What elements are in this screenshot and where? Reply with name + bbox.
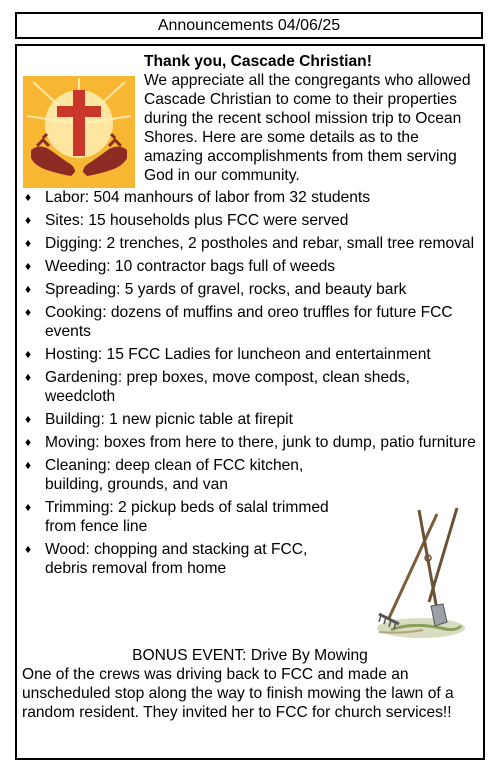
diamond-bullet-icon: ♦ [25, 236, 32, 250]
list-item: ♦ Building: 1 new picnic table at firepit [25, 411, 293, 428]
diamond-bullet-icon: ♦ [25, 347, 32, 361]
list-item: ♦ Wood: chopping and stacking at FCC, debris removal from home [25, 541, 308, 577]
diamond-bullet-icon: ♦ [25, 305, 32, 319]
list-item: ♦ Weeding: 10 contractor bags full of weeds [25, 258, 336, 275]
list-item: ♦ Cooking: dozens of muffins and oreo truffles for future FCC events [25, 304, 453, 340]
diamond-bullet-icon: ♦ [25, 542, 32, 556]
garden-tools-illustration [371, 498, 471, 648]
list-item: ♦ Spreading: 5 yards of gravel, rocks, and beauty bark [25, 281, 407, 298]
list-item: ♦ Gardening: prep boxes, move compost, clean sheds, weedcloth [25, 369, 410, 405]
list-item: ♦ Cleaning: deep clean of FCC kitchen, building, grounds, and van [25, 457, 304, 493]
list-item: ♦ Hosting: 15 FCC Ladies for luncheon and entertainment [25, 346, 431, 363]
bonus-title: BONUS EVENT: Drive By Mowing [132, 647, 368, 664]
cross-hands-logo [23, 76, 135, 188]
diamond-bullet-icon: ♦ [25, 435, 32, 449]
intro-block [144, 52, 478, 185]
intro-title: Thank you, Cascade Christian! [144, 53, 372, 70]
diamond-bullet-icon: ♦ [25, 213, 32, 227]
diamond-bullet-icon: ♦ [25, 259, 32, 273]
bonus-text: One of the crews was driving back to FCC and made an unscheduled stop along the way to finish mowing the lawn of a random resident. They invited her to FCC for church services!! [22, 666, 454, 721]
diamond-bullet-icon: ♦ [25, 458, 32, 472]
diamond-bullet-icon: ♦ [25, 370, 32, 384]
diamond-bullet-icon: ♦ [25, 500, 32, 514]
list-item: ♦ Labor: 504 manhours of labor from 32 students [25, 189, 371, 206]
list-item: ♦ Sites: 15 households plus FCC were served [25, 212, 349, 229]
diamond-bullet-icon: ♦ [25, 412, 32, 426]
diamond-bullet-icon: ♦ [25, 282, 32, 296]
list-item: ♦ Digging: 2 trenches, 2 postholes and rebar, small tree removal [25, 235, 475, 252]
header-title: Announcements 04/06/25 [157, 17, 341, 34]
announcement-header [15, 12, 483, 39]
list-item: ♦ Trimming: 2 pickup beds of salal trimmed from fence line [25, 499, 329, 535]
diamond-bullet-icon: ♦ [25, 190, 32, 204]
list-item: ♦ Moving: boxes from here to there, junk to dump, patio furniture [25, 434, 476, 451]
intro-body: We appreciate all the congregants who allowed Cascade Christian to come to their properties during the recent school mission trip to Ocean Shores. Here are some details as to the amazing accomplishments from them serving God in our community. [144, 72, 471, 184]
announcement-panel [15, 44, 485, 760]
